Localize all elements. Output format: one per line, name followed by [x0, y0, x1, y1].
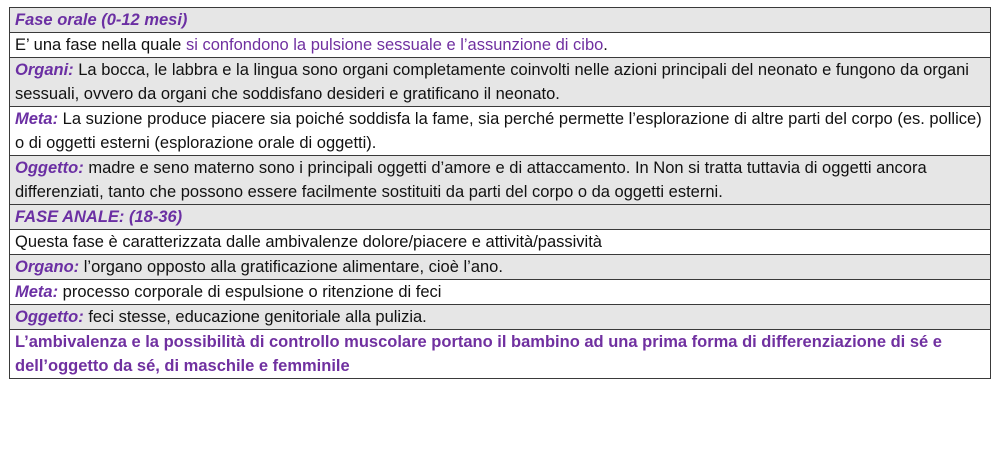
oral-phase-intro — [10, 33, 991, 58]
oral-organi-row — [10, 58, 991, 107]
oral-phase-heading — [10, 8, 991, 33]
phases-table — [9, 7, 991, 379]
oral-phase-title: Fase orale (0-12 mesi) — [15, 11, 188, 29]
oral-organi-cell — [10, 58, 991, 107]
anal-oggetto-text: feci stesse, educazione genitoriale alla pulizia. — [83, 308, 427, 326]
anal-organo-text: l’organo opposto alla gratificazione alimentare, cioè l’ano. — [79, 258, 503, 276]
oral-oggetto-text: madre e seno materno sono i principali oggetti d’amore e di attaccamento. In Non si tratta tuttavia di oggetti ancora differenziati, tanto che possono essere facilmente sostituiti da parti del corpo o da oggetti esterni. — [15, 159, 927, 201]
anal-phase-intro — [10, 230, 991, 255]
anal-phase-heading-row — [10, 205, 991, 230]
oral-oggetto-row — [10, 156, 991, 205]
oral-phase-heading-row — [10, 8, 991, 33]
anal-intro-text: Questa fase è caratterizzata dalle ambivalenze dolore/piacere e attività/passività — [15, 233, 602, 251]
oral-intro-suffix: . — [603, 36, 608, 54]
anal-organo-cell — [10, 255, 991, 280]
oral-intro-highlight: si confondono la pulsione sessuale e l’assunzione di cibo — [185, 36, 604, 54]
anal-meta-cell — [10, 280, 991, 305]
oral-organi-text: La bocca, le labbra e la lingua sono organi completamente coinvolti nelle azioni principali del neonato e fungono da organi sessuali, ovvero da organi che soddisfano desideri e gratificano il neonato. — [15, 61, 969, 103]
anal-meta-row — [10, 280, 991, 305]
anal-organo-label: Organo: — [15, 258, 80, 276]
oral-intro-prefix: E’ una fase nella quale — [15, 36, 186, 54]
oral-oggetto-label: Oggetto: — [15, 159, 84, 177]
anal-phase-intro-row — [10, 230, 991, 255]
oral-meta-label: Meta: — [15, 110, 59, 128]
anal-meta-label: Meta: — [15, 283, 59, 301]
anal-conclusion-text: L’ambivalenza e la possibilità di controllo muscolare portano il bambino ad una prima forma di differenziazione di sé e dell’oggetto da sé, di maschile e femminile — [15, 333, 942, 375]
anal-conclusion-cell — [10, 330, 991, 379]
oral-organi-label: Organi: — [15, 61, 74, 79]
oral-meta-row — [10, 107, 991, 156]
anal-oggetto-row — [10, 305, 991, 330]
anal-phase-title: FASE ANALE: (18-36) — [15, 208, 183, 226]
oral-oggetto-cell — [10, 156, 991, 205]
oral-meta-cell — [10, 107, 991, 156]
anal-oggetto-cell — [10, 305, 991, 330]
anal-oggetto-label: Oggetto: — [15, 308, 84, 326]
oral-meta-text: La suzione produce piacere sia poiché soddisfa la fame, sia perché permette l’esplorazione di altre parti del corpo (es. pollice) o di oggetti esterni (esplorazione orale di oggetti). — [15, 110, 982, 152]
oral-phase-intro-row — [10, 33, 991, 58]
anal-organo-row — [10, 255, 991, 280]
anal-meta-text: processo corporale di espulsione o ritenzione di feci — [58, 283, 442, 301]
anal-phase-heading — [10, 205, 991, 230]
anal-conclusion-row — [10, 330, 991, 379]
